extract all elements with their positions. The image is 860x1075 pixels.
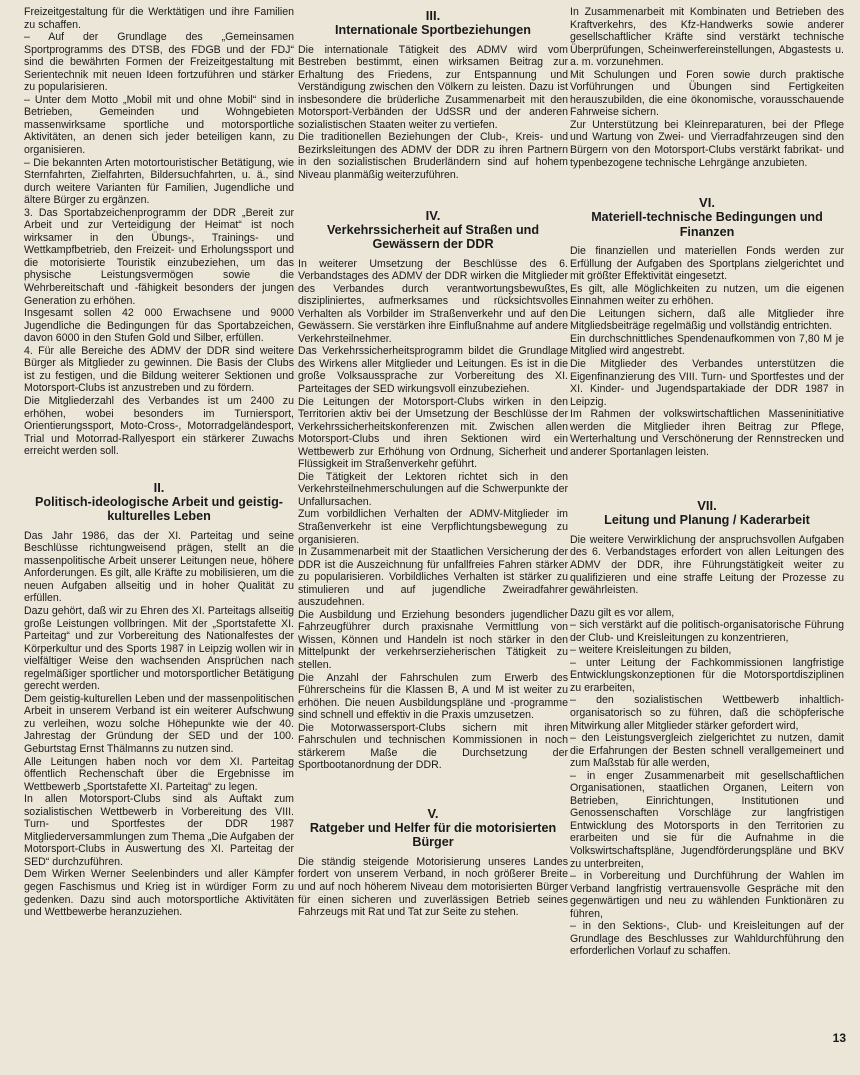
page-number: 13 <box>832 1031 846 1045</box>
paragraph: Die Ausbildung und Erziehung besonders jugendlicher Fahrzeugführer durch praxisnahe Vermittlung von Wissen, Können und Handeln ist noch stärker in den Mittelpunkt der verkehrserzieherischen Tätigkeit zu stellen. <box>298 608 568 672</box>
section-number: VII. <box>697 498 717 514</box>
paragraph: Im Rahmen der volkswirtschaftlichen Masseninitiative werden die Mitglieder ihren Beitrag zur Pflege, Werterhaltung und Verschönerung der Rennstrecken und anderer Sportanlagen leisten. <box>570 408 844 458</box>
column-3-intro <box>570 0 844 169</box>
paragraph: Insgesamt sollen 42 000 Erwachsene und 9000 Jugendliche die Bedingungen für das Sportabzeichen, davon 6000 in den Stufen Gold und Silber, erfüllen. <box>24 307 294 345</box>
list-item: – in Vorbereitung und Durchführung der Wahlen im Verband langfristig vertrauensvolle Gespräche mit den gegenwärtigen und neu zu wählenden Funktionären zu führen, <box>570 870 844 920</box>
paragraph: Alle Leitungen haben noch vor dem XI. Parteitag öffentlich Rechenschaft über die Ergebnisse im Wettbewerb „Sportstafette XI. Parteitag“ zu legen. <box>24 755 294 793</box>
paragraph: 4. Für alle Bereiche des ADMV der DDR sind weitere Bürger als Mitglieder zu gewinnen. Die Basis der Clubs ist zu festigen, und die Bildung weiterer Sektionen und Motorsport-Clubs ist anzustreben und zu fördern. <box>24 344 294 395</box>
paragraph: Die traditionellen Beziehungen der Club-, Kreis- und Bezirksleitungen des ADMV der DDR zu ihren Partnern in den sozialistischen Bruderländern sind auf hohem Niveau planmäßig weiterzuführen. <box>298 131 568 181</box>
paragraph: Freizeitgestaltung für die Werktätigen und ihre Familien zu schaffen. <box>24 6 294 31</box>
column-2 <box>298 0 568 1068</box>
column-3 <box>570 0 844 1050</box>
paragraph: Dem geistig-kulturellen Leben und der massenpolitischen Arbeit in unserem Verband ist ein weiterer Aufschwung zu verleihen, wozu solche Höhepunkte wie der 40. Jahrestag der Gründung der SED und der 100. Geburtstag Ernst Thälmanns zu nutzen sind. <box>24 692 294 755</box>
list-item: – sich verstärkt auf die politisch-organisatorische Führung der Club- und Kreisleitungen zu konzentrieren, <box>570 619 844 644</box>
section-7-body <box>570 534 844 958</box>
paragraph: In Zusammenarbeit mit der Staatlichen Versicherung der DDR ist die Auszeichnung für unfallfreies Fahren stärker zu popularisieren. Vorbildliches Verhalten ist stärker zu stimulieren und auf jugendliche Zweiradfahrer auszudehnen. <box>298 546 568 609</box>
section-heading-3 <box>298 8 568 38</box>
list-item: – den sozialistischen Wettbewerb inhaltlich-organisatorisch so zu führen, daß die schöpferische Mitwirkung aller Mitglieder stärker gefordert wird, <box>570 694 844 732</box>
paragraph: Dazu gilt es vor allem, <box>570 606 675 619</box>
paragraph: Die Motorwassersport-Clubs sichern mit ihren Fahrschulen und technischen Kommissionen in noch stärkerem Maße die Durchsetzung der Sportbootanordnung der DDR. <box>298 721 568 772</box>
list-item: – in enger Zusammenarbeit mit gesellschaftlichen Organisationen, staatlichen Organen, Leitern von Betrieben, Einrichtungen, Institutionen und Genossenschaften Vorschläge zur langfristigen Entwicklung des Motorsports in den Territorien zu erarbeiten und sie für die Aufnahme in die Volkswirtschaftspläne, Jugendförderungspläne und BKV zu unterbreiten, <box>570 769 844 870</box>
section-number: V. <box>427 805 439 821</box>
paragraph: Die Anzahl der Fahrschulen zum Erwerb des Führerscheins für die Klassen B, A und M ist weiter zu erhöhen. Die neuen Ausbildungspläne und -programme sind schnell und effektiv in die Praxis umzusetzen. <box>298 671 568 722</box>
section-heading-6 <box>570 195 844 239</box>
section-title: Politisch-ideologische Arbeit und geistig-kulturelles Leben <box>35 494 283 524</box>
paragraph: In Zusammenarbeit mit Kombinaten und Betrieben des Kraftverkehrs, des Kfz-Handwerks sowie anderer gesellschaftlicher Kräfte sind verstärkt technische Überprüfungen, Scheinwerfereinstellungen, Abgastests u. a. m. vorzunehmen. <box>570 6 844 69</box>
paragraph: Dazu gehört, daß wir zu Ehren des XI. Parteitags allseitig große Leistungen vollbringen. Mit der „Sportstafette XI. Parteitag“ und zur Vorbereitung des Nationalfestes der Körperkultur und des Sports 1987 in Leipzig wollen wir in vielfältiger Weise den wachsenden Ansprüchen nach regelmäßiger sportlicher und motorsportlicher Betätigung gerecht werden. <box>24 604 294 693</box>
section-3-body <box>298 44 568 182</box>
list-item: – in den Sektions-, Club- und Kreisleitungen auf der Grundlage des Beschlusses zur Wahldurchführung den erforderlichen Vorlauf zu schaffen. <box>570 920 844 958</box>
paragraph: Zur Unterstützung bei Kleinreparaturen, bei der Pflege und Wartung von Zwei- und Vierradfahrzeugen sind den Bürgern von den Motorsport-Clubs verstärkt fabrikat- und typenbezogene technische Lehrgänge anzubieten. <box>570 118 844 169</box>
section-title: Internationale Sportbeziehungen <box>335 23 531 37</box>
paragraph: Die Mitglieder des Verbandes unterstützen die Eigenfinanzierung des VIII. Turn- und Sportfestes und der XI. Kinder- und Jugendspartakiade der DDR 1987 in Leipzig. <box>570 358 844 408</box>
section-title: Verkehrssicherheit auf Straßen und Gewässern der DDR <box>326 222 540 252</box>
paragraph: Mit Schulungen und Foren sowie durch praktische Vorführungen und Übungen sind Fertigkeiten herauszubilden, die eine ökonomische, vorausschauende Fahrweise sichern. <box>570 68 844 119</box>
column-1 <box>24 0 294 1068</box>
paragraph: Zum vorbildlichen Verhalten der ADMV-Mitglieder im Straßenverkehr ist eine Verpflichtungsbewegung zu organisieren. <box>298 508 568 546</box>
list-item: – den Leistungsvergleich zielgerichtet zu nutzen, damit die Erfahrungen der Besten schnell verallgemeinert und zum Maßstab für alle werden, <box>570 732 844 770</box>
section-number: III. <box>425 8 441 23</box>
section-5-body <box>298 856 568 919</box>
section-heading-4 <box>298 208 568 252</box>
section-number: II. <box>153 479 165 495</box>
section-6-body <box>570 245 844 458</box>
section-title: Materiell-technische Bedingungen und Finanzen <box>591 210 823 239</box>
section-2-body <box>24 530 294 919</box>
section-title: Leitung und Planung / Kaderarbeit <box>604 513 810 528</box>
section-title: Ratgeber und Helfer für die motorisierten Bürger <box>309 820 557 850</box>
section-heading-2 <box>24 480 294 524</box>
section-number: IV. <box>425 207 441 223</box>
paragraph: Die Tätigkeit der Lektoren richtet sich in den Verkehrsteilnehmerschulungen auf die Schwerpunkte der Unfallursachen. <box>298 470 568 508</box>
paragraph: Dem Wirken Werner Seelenbinders und aller Kämpfer gegen Faschismus und Krieg ist in würdiger Form zu gedenken. Dazu sind auch motorsportliche Aktivitäten und Wettbewerbe heranzuziehen. <box>24 868 294 919</box>
column-1-intro <box>24 0 294 458</box>
paragraph: Die internationale Tätigkeit des ADMV wird vom Bestreben bestimmt, einen wirksamen Beitrag zur Erhaltung des Friedens, zur Entspannung und Verständigung zwischen den Völkern zu leisten. Dazu ist insbesondere die brüderliche Zusammenarbeit mit den Motorsport-Verbänden der UdSSR und der anderen sozialistischen Staaten weiter zu vertiefen. <box>298 43 568 131</box>
paragraph: In weiterer Umsetzung der Beschlüsse des 6. Verbandstages des ADMV der DDR wirken die Mitglieder des Verbandes durch verantwortungsbewußtes, diszipliniertes, aufmerksames und rücksichtsvolles Verhalten als Vorbilder im Straßenverkehr und auf den Gewässern. Sie verstärken ihre Einflußnahme auf andere Verkehrsteilnehmer. <box>298 257 568 345</box>
paragraph: Die Leitungen der Motorsport-Clubs wirken in den Territorien aktiv bei der Umsetzung der Beschlüsse der Verkehrssicherheitskonferenzen mit. Zwischen allen Motorsport-Clubs und ihren Sektionen wird ein Wettbewerb zur Erhöhung von Ordnung, Sicherheit und Flüssigkeit im Straßenverkehr geführt. <box>298 395 568 471</box>
paragraph: Die Leitungen sichern, daß alle Mitglieder ihre Mitgliedsbeiträge regelmäßig und vollständig entrichten. <box>570 307 844 333</box>
paragraph: 3. Das Sportabzeichenprogramm der DDR „Bereit zur Arbeit und zur Verteidigung der Heimat“ ist noch wirksamer in den Übungs-, Trainings- und Wettkampfbetrieb, den Freizeit- und Erholungssport und die motorisierte Touristik einzubeziehen, um das physische Leistungsvermögen sowie die Wehrbereitschaft und -fähigkeit besonders der jungen Generation zu erhöhen. <box>24 206 294 307</box>
section-heading-5 <box>298 806 568 850</box>
paragraph: Die Mitgliederzahl des Verbandes ist um 2400 zu erhöhen, wobei besonders im Turniersport, Orientierungssport, Moto-Cross-, Motorradgeländesport, Trial und Motorrad-Rallyesport ein stärkerer Zuwachs erreicht werden soll. <box>24 394 294 458</box>
paragraph: In allen Motorsport-Clubs sind als Auftakt zum sozialistischen Wettbewerb in Vorbereitung des VIII. Turn- und Sportfestes der DDR 1987 Mitgliederversammlungen zum Thema „Die Aufgaben der Motorsport-Clubs in Auswertung des XI. Parteitag der SED“ durchzuführen. <box>24 793 294 868</box>
paragraph: Ein durchschnittliches Spendenaufkommen von 7,80 M je Mitglied wird angestrebt. <box>570 332 844 358</box>
paragraph: Das Verkehrssicherheitsprogramm bildet die Grundlage des Wirkens aller Mitglieder und Leitungen. Es ist in die große Volksaussprache zur Vorbereitung des XI. Parteitages der SED wirkungsvoll einzubeziehen. <box>298 345 568 395</box>
section-number: VI. <box>699 195 715 211</box>
paragraph: Die finanziellen und materiellen Fonds werden zur Erfüllung der Aufgaben des Sportplans zielgerichtet und mit größter Effektivität eingesetzt. <box>570 245 844 283</box>
section-4-body <box>298 258 568 772</box>
paragraph: Die weitere Verwirklichung der anspruchsvollen Aufgaben des 6. Verbandstages erfordert von allen Leitungen des ADMV der DDR, ihre Führungstätigkeit weiter zu qualifizieren und eine straffe Leitung der Prozesse zu gewährleisten. <box>570 533 844 597</box>
section-heading-7 <box>570 498 844 528</box>
paragraph: – Die bekannten Arten motortouristischer Betätigung, wie Sternfahrten, Zielfahrten, Bildersuchfahrten, u. ä., sind durch weitere Varianten für Familien, Jugendliche und ältere Bürger zu ergänzen. <box>24 156 294 207</box>
paragraph: – Unter dem Motto „Mobil mit und ohne Mobil“ sind in Betrieben, Gemeinden und Wohngebieten massenwirksame sportliche und motorsportliche Aktivitäten, an denen sich jeder beteiligen kann, zu organisieren. <box>24 93 294 157</box>
list-item: – unter Leitung der Fachkommissionen langfristige Entwicklungskonzeptionen für die Motorsportdisziplinen zu erarbeiten, <box>570 656 844 694</box>
paragraph: Das Jahr 1986, das der XI. Parteitag und seine Beschlüsse richtungweisend prägen, stellt an die massenpolitische Arbeit unserer Leitungen neue, höhere Anforderungen. Es gilt, alle Kräfte zu mobilisieren, um die neuen Aufgaben allseitig und in hoher Qualität zu erfüllen. <box>24 529 294 605</box>
paragraph: Es gilt, alle Möglichkeiten zu nutzen, um die eigenen Einnahmen weiter zu erhöhen. <box>570 282 844 308</box>
paragraph: – Auf der Grundlage des „Gemeinsamen Sportprogramms des DTSB, des FDGB und der FDJ“ sind die bewährten Formen der Freizeitgestaltung mit Serientechnik mit neuen Ideen fortzuführen und stärker zu popularisieren. <box>24 31 294 94</box>
paragraph: Die ständig steigende Motorisierung unseres Landes fordert von unserem Verband, in noch größerer Breite und auf noch höherem Niveau dem motorisierten Bürger für einen sicheren und zuverlässigen Betrieb seines Fahrzeugs mit Rat und Tat zur Seite zu stehen. <box>298 855 568 919</box>
list-item: – weitere Kreisleitungen zu bilden, <box>570 644 732 657</box>
